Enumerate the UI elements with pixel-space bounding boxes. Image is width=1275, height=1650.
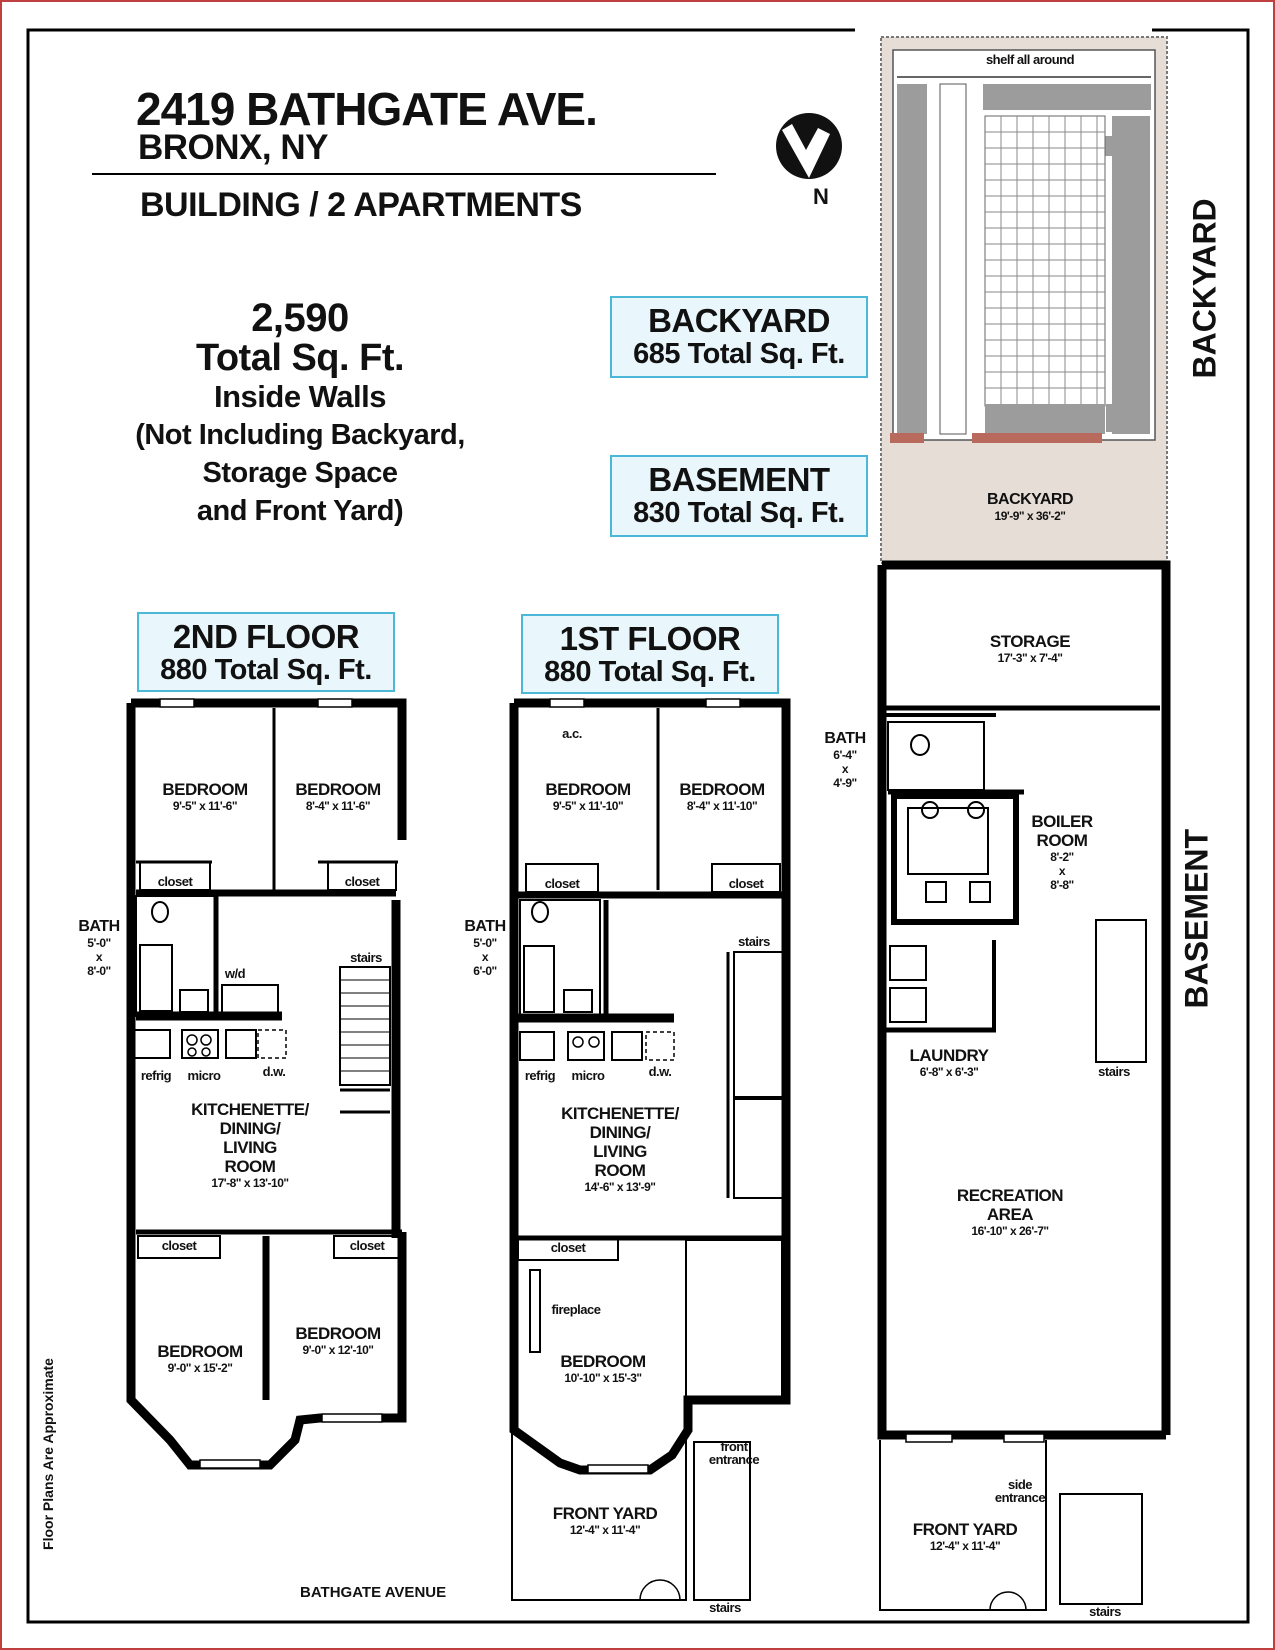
room-name: LIVING — [223, 1138, 277, 1157]
second-floor-bedroom-c — [140, 1342, 260, 1375]
exclusion-note-3: and Front Yard) — [196, 495, 404, 527]
room-dimensions: 6'-8" x 6'-3" — [919, 1065, 979, 1079]
room-name: FRONT YARD — [552, 1504, 658, 1523]
building-type: BUILDING / 2 APARTMENTS — [140, 186, 582, 224]
room-dimensions: 8'-2" — [1050, 850, 1074, 864]
dimension-separator: x — [481, 950, 489, 964]
stairs-label: stairs — [738, 934, 770, 949]
total-sqft-value: 2,590 — [251, 296, 349, 340]
first-floor-front-yard — [530, 1504, 680, 1537]
backyard-area-box — [610, 296, 868, 378]
room-name: BACKYARD — [986, 491, 1074, 508]
closet-label: closet — [344, 874, 380, 889]
total-sqft-block — [110, 298, 490, 530]
room-name: BEDROOM — [295, 1324, 381, 1343]
room-name: BEDROOM — [295, 780, 381, 799]
total-sqft-label: Total Sq. Ft. — [195, 337, 405, 379]
backyard-plan — [881, 37, 1167, 563]
room-dimensions: 17'-8" x 13'-10" — [211, 1176, 289, 1190]
stairs-label: stairs — [1098, 1064, 1130, 1079]
room-dimensions: 5'-0" — [87, 936, 111, 950]
room-name: ROOM — [224, 1157, 276, 1176]
room-name: BEDROOM — [560, 1352, 646, 1371]
label-line: entrance — [994, 1490, 1046, 1505]
closet-label: closet — [157, 874, 193, 889]
first-floor-box-title: 1ST FLOOR — [559, 620, 741, 657]
room-dimensions: 9'-0" x 15'-2" — [167, 1361, 233, 1375]
room-name: ROOM — [1036, 831, 1088, 850]
room-dimensions: 16'-10" x 26'-7" — [971, 1224, 1049, 1238]
backyard-side-label: BACKYARD — [1186, 198, 1223, 379]
basement-box-sqft: 830 Total Sq. Ft. — [633, 497, 845, 529]
room-name: DINING/ — [589, 1123, 651, 1142]
refrigerator-label: refrig — [140, 1068, 172, 1083]
room-dimensions: 12'-4" x 11'-4" — [929, 1539, 1001, 1553]
closet-label: closet — [544, 876, 580, 891]
basement-box-title: BASEMENT — [648, 461, 830, 498]
second-floor-bath — [66, 918, 132, 978]
room-name: FRONT YARD — [912, 1520, 1018, 1539]
room-name: LIVING — [593, 1142, 647, 1161]
room-name: AREA — [986, 1205, 1034, 1224]
second-floor-area-box — [137, 612, 395, 692]
refrigerator-label: refrig — [524, 1068, 556, 1083]
room-dimensions: 8'-4" x 11'-10" — [686, 799, 758, 813]
first-floor-bath — [452, 918, 518, 978]
first-floor-living-room — [530, 1104, 710, 1194]
label-line: side — [1007, 1477, 1032, 1492]
first-floor-bedroom-b — [662, 780, 782, 813]
room-name: BATH — [78, 918, 120, 935]
room-dimensions: 9'-5" x 11'-10" — [552, 799, 624, 813]
dimension-separator: x — [1058, 864, 1066, 878]
first-floor-box-sqft: 880 Total Sq. Ft. — [544, 656, 756, 688]
side-entrance-label — [982, 1478, 1058, 1504]
room-name: KITCHENETTE/ — [191, 1100, 309, 1119]
room-name: LAUNDRY — [909, 1046, 989, 1065]
room-dimensions: 8'-8" — [1050, 878, 1074, 892]
washer-dryer-label: w/d — [224, 966, 246, 981]
exclusion-note-1: (Not Including Backyard, — [135, 419, 465, 451]
first-floor-bedroom-c — [528, 1352, 678, 1385]
fireplace-label: fireplace — [551, 1302, 601, 1317]
microwave-label: micro — [571, 1068, 605, 1083]
north-compass-icon — [776, 113, 842, 179]
stairs-label: stairs — [1089, 1604, 1121, 1619]
room-dimensions: 19'-9" x 36'-2" — [994, 509, 1066, 523]
closet-label: closet — [349, 1238, 385, 1253]
room-dimensions: 6'-0" — [473, 964, 497, 978]
stairs-label: stairs — [709, 1600, 741, 1615]
second-floor-bedroom-a — [140, 780, 270, 813]
room-dimensions: 14'-6" x 13'-9" — [584, 1180, 656, 1194]
stairs-label: stairs — [350, 950, 382, 965]
address-title: 2419 BATHGATE AVE. — [136, 83, 597, 135]
backyard-box-sqft: 685 Total Sq. Ft. — [633, 338, 845, 370]
first-floor-bedroom-a — [522, 780, 654, 813]
basement-side-label: BASEMENT — [1178, 828, 1215, 1009]
room-dimensions: 17'-3" x 7'-4" — [997, 651, 1063, 665]
basement-area-box — [610, 455, 868, 537]
second-floor-box-title: 2ND FLOOR — [172, 618, 360, 655]
label-line: entrance — [708, 1452, 760, 1467]
room-name: BEDROOM — [679, 780, 765, 799]
second-floor-living-room — [160, 1100, 340, 1190]
dimension-separator: x — [95, 950, 103, 964]
shelf-note: shelf all around — [985, 52, 1075, 67]
air-conditioner-label: a.c. — [562, 726, 582, 741]
backyard-room — [960, 490, 1100, 523]
laundry-room — [894, 1046, 1004, 1079]
room-name: BEDROOM — [545, 780, 631, 799]
room-name: ROOM — [594, 1161, 646, 1180]
microwave-label: micro — [187, 1068, 221, 1083]
room-dimensions: 6'-4" — [833, 748, 857, 762]
room-name: KITCHENETTE/ — [561, 1104, 679, 1123]
recreation-area — [930, 1186, 1090, 1238]
disclaimer-label: Floor Plans Are Approximate — [40, 1358, 56, 1550]
street-label: BATHGATE AVENUE — [300, 1584, 447, 1601]
second-floor-bedroom-b — [278, 780, 398, 813]
room-name: BOILER — [1031, 812, 1093, 831]
basement-front-yard — [890, 1520, 1040, 1553]
room-dimensions: 8'-4" x 11'-6" — [305, 799, 371, 813]
dishwasher-label: d.w. — [262, 1064, 286, 1079]
storage-room — [960, 632, 1100, 665]
room-name: DINING/ — [219, 1119, 281, 1138]
backyard-box-title: BACKYARD — [648, 302, 830, 339]
compass-north-label: N — [813, 184, 829, 209]
closet-label: closet — [161, 1238, 197, 1253]
room-dimensions: 10'-10" x 15'-3" — [564, 1371, 642, 1385]
first-floor-area-box — [521, 614, 779, 694]
room-name: BEDROOM — [157, 1342, 243, 1361]
room-name: RECREATION — [956, 1186, 1064, 1205]
second-floor-bedroom-d — [276, 1324, 400, 1357]
dimension-separator: x — [841, 762, 849, 776]
exclusion-note-2: Storage Space — [202, 457, 398, 489]
label-line: front — [720, 1439, 748, 1454]
closet-label: closet — [728, 876, 764, 891]
room-dimensions: 9'-0" x 12'-10" — [302, 1343, 374, 1357]
basement-plan — [880, 565, 1166, 1610]
room-name: BATH — [824, 730, 866, 747]
room-dimensions: 12'-4" x 11'-4" — [569, 1523, 641, 1537]
room-name: BEDROOM — [162, 780, 248, 799]
front-entrance-label — [698, 1440, 770, 1466]
room-dimensions: 4'-9" — [833, 776, 857, 790]
dishwasher-label: d.w. — [648, 1064, 672, 1079]
room-dimensions: 8'-0" — [87, 964, 111, 978]
room-name: STORAGE — [989, 632, 1071, 651]
boiler-room — [1022, 812, 1102, 892]
closet-label: closet — [550, 1240, 586, 1255]
inside-walls-note: Inside Walls — [213, 379, 386, 414]
second-floor-box-sqft: 880 Total Sq. Ft. — [160, 654, 372, 686]
city-label: BRONX, NY — [138, 128, 328, 167]
room-dimensions: 9'-5" x 11'-6" — [172, 799, 238, 813]
room-name: BATH — [464, 918, 506, 935]
basement-bath — [812, 730, 878, 790]
room-dimensions: 5'-0" — [473, 936, 497, 950]
